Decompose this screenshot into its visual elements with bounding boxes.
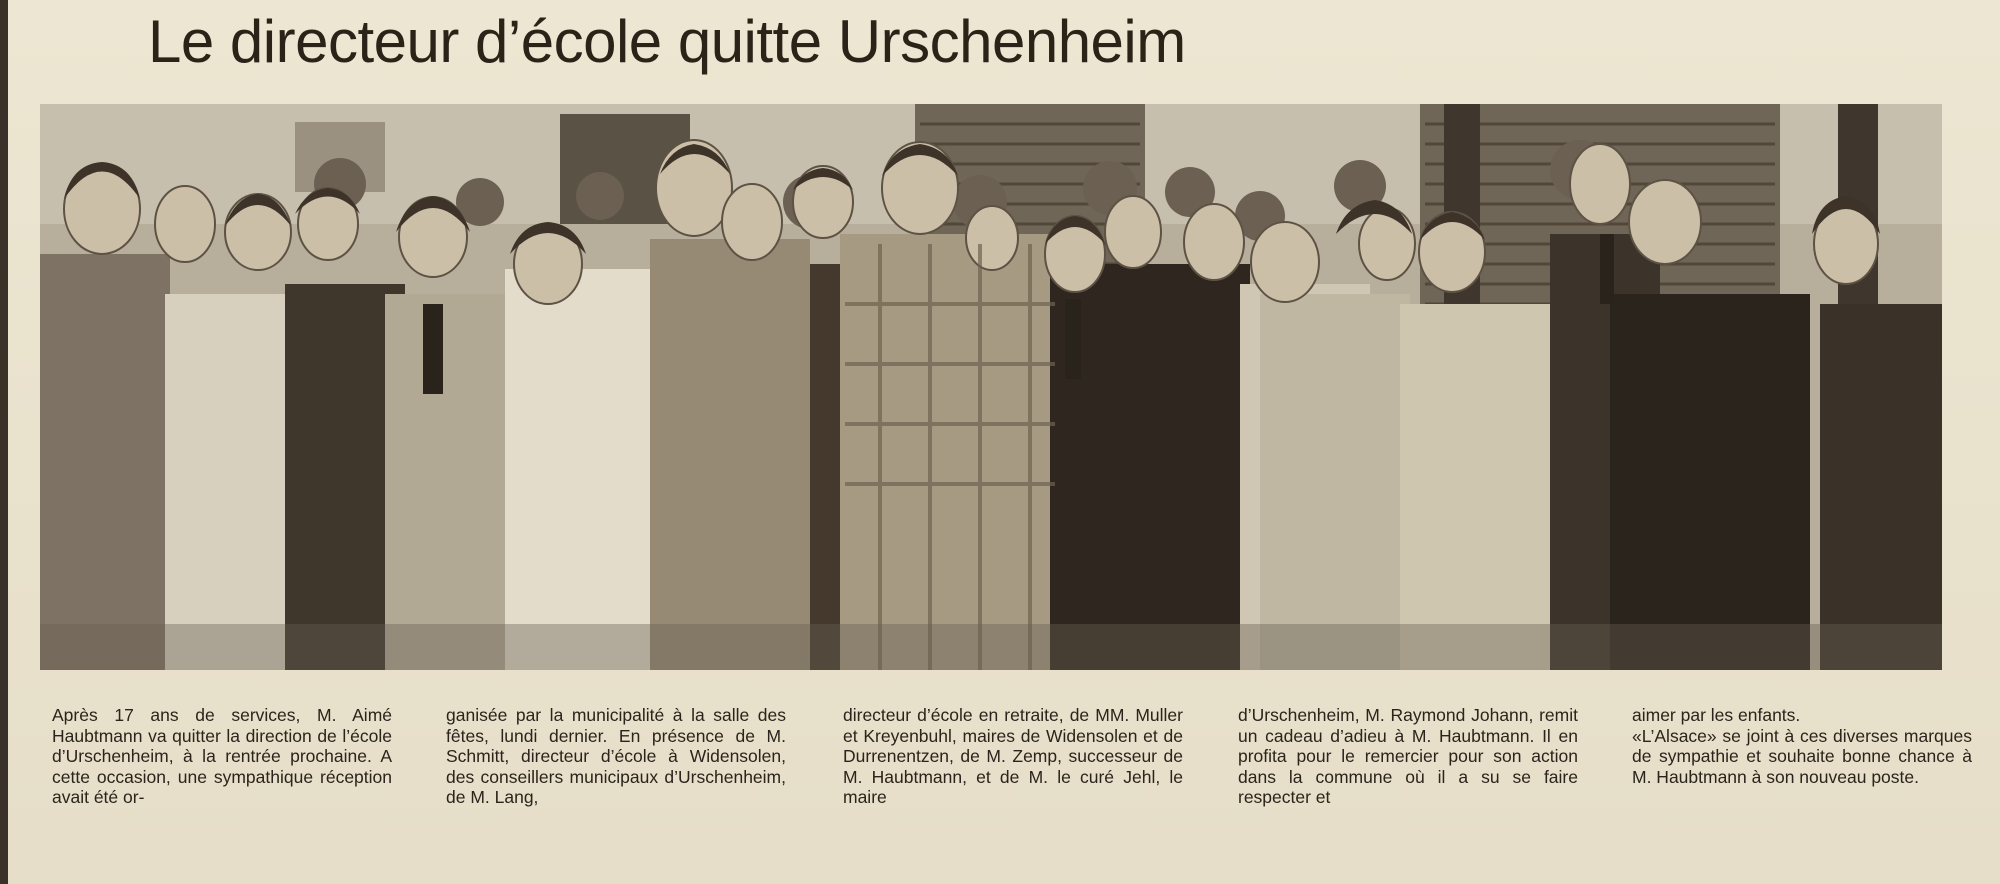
group-photo-illustration bbox=[40, 104, 1942, 670]
article-headline: Le directeur d’école quitte Urschenheim bbox=[148, 8, 1186, 75]
article-column-3: directeur d’école en retraite, de MM. Muller et Kreyenbuhl, maires de Widensolen et de Durrenentzen, de M. Zemp, successeur de M. Haubtmann, et de M. le curé Jehl, le maire bbox=[843, 705, 1183, 807]
article-column-5: aimer par les enfants. «L’Alsace» se joint à ces diverses marques de sympathie et souhaite bonne chance à M. Haubtmann à son nouveau poste. bbox=[1632, 705, 1972, 787]
article-column-2: ganisée par la municipalité à la salle des fêtes, lundi dernier. En présence de M. Schmitt, directeur d’école à Widensolen, des conseillers municipaux d’Urschenheim, de M. Lang, bbox=[446, 705, 786, 807]
clipping-edge bbox=[0, 0, 8, 884]
group-photo bbox=[40, 104, 1942, 670]
article-column-4: d’Urschenheim, M. Raymond Johann, remit un cadeau d’adieu à M. Haubtmann. Il en profita pour le remercier pour son action dans la commune où il a su se faire respecter et bbox=[1238, 705, 1578, 807]
article-column-1: Après 17 ans de services, M. Aimé Haubtmann va quitter la direction de l’école d’Urschenheim, à la rentrée prochaine. A cette occasion, une sympathique réception avait été or- bbox=[52, 705, 392, 807]
article-body bbox=[52, 705, 1972, 875]
